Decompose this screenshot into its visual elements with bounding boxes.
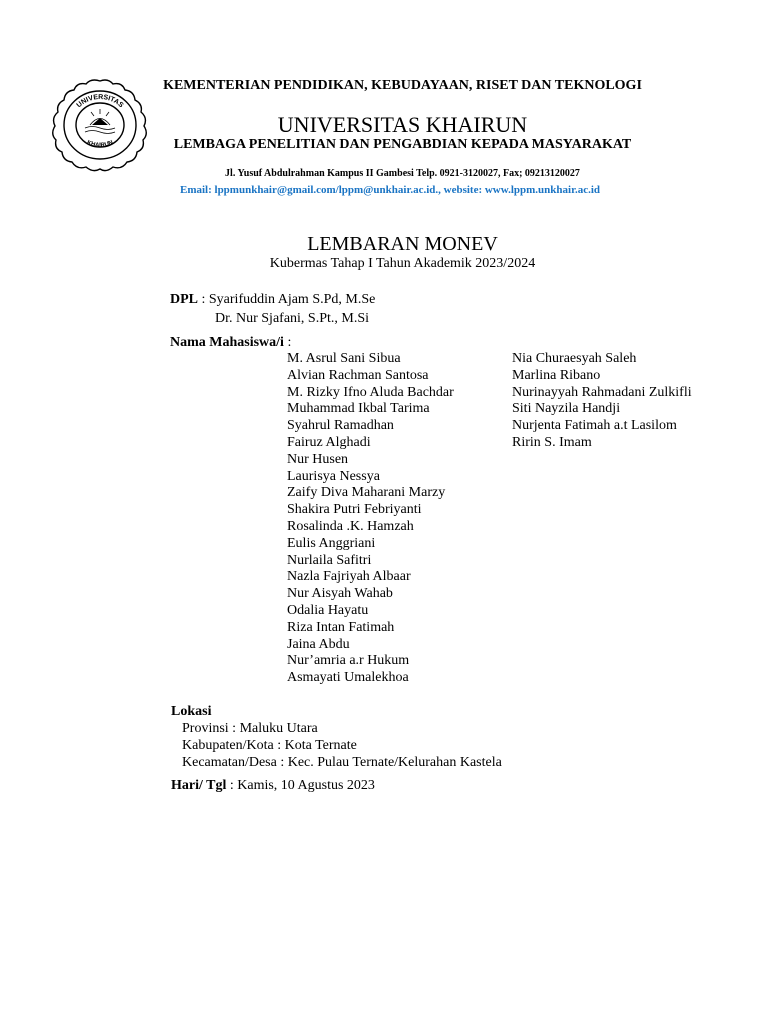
date-label: Hari/ Tgl — [171, 778, 227, 793]
dpl-separator: : — [198, 292, 209, 307]
student-name: Alvian Rachman Santosa — [287, 367, 429, 383]
dpl-row — [170, 292, 375, 309]
dpl-label: DPL — [170, 292, 198, 307]
student-name: Jaina Abdu — [287, 636, 350, 652]
student-name: Riza Intan Fatimah — [287, 619, 395, 635]
ministry-name: KEMENTERIAN PENDIDIKAN, KEBUDAYAAN, RISET DAN TEKNOLOGI — [163, 78, 642, 93]
dpl-name-1: Syarifuddin Ajam S.Pd, M.Se — [208, 292, 376, 307]
dpl-name-2: Dr. Nur Sjafani, S.Pt., M.Si — [215, 311, 370, 326]
university-seal-icon — [50, 78, 150, 172]
student-name: Siti Nayzila Handji — [512, 401, 621, 417]
svg-text:UNIVERSITAS: UNIVERSITAS — [75, 93, 125, 110]
lokasi-kabupaten: Kabupaten/Kota : Kota Ternate — [182, 738, 357, 753]
student-name: Laurisya Nessya — [287, 468, 380, 484]
students-column-2 — [512, 351, 692, 452]
student-name: Marlina Ribano — [512, 367, 601, 383]
document-subtitle: Kubermas Tahap I Tahun Akademik 2023/2024 — [269, 256, 536, 271]
student-name: Nur Aisyah Wahab — [287, 586, 393, 602]
student-name: Nurlaila Safitri — [287, 552, 372, 568]
date-value: Kamis, 10 Agustus 2023 — [237, 778, 375, 793]
lokasi-label: Lokasi — [171, 704, 212, 719]
student-name: Asmayati Umalekhoa — [287, 670, 409, 686]
students-separator: : — [283, 335, 292, 350]
date-row — [171, 778, 375, 795]
student-name: Nurinayyah Rahmadani Zulkifli — [512, 384, 692, 400]
student-name: Nur Husen — [287, 451, 349, 467]
student-name: Eulis Anggriani — [287, 535, 376, 551]
student-name: Nazla Fajriyah Albaar — [287, 569, 411, 585]
students-column-1 — [287, 351, 454, 687]
svg-text:KHAIRUN: KHAIRUN — [85, 139, 115, 149]
student-name: Ririn S. Imam — [512, 434, 592, 450]
students-label: Nama Mahasiswa/i — [170, 335, 284, 350]
student-name: Rosalinda .K. Hamzah — [287, 518, 414, 534]
student-name: Odalia Hayatu — [287, 602, 369, 618]
student-name: Nur’amria a.r Hukum — [287, 653, 410, 669]
university-name: UNIVERSITAS KHAIRUN — [277, 112, 528, 137]
student-name: Syahrul Ramadhan — [287, 418, 394, 434]
lokasi-provinsi: Provinsi : Maluku Utara — [182, 721, 318, 736]
student-name: Nurjenta Fatimah a.t Lasilom — [512, 418, 677, 434]
institute-address: Jl. Yusuf Abdulrahman Kampus II Gambesi Telp. 0921-3120027, Fax; 09213120027 — [225, 168, 580, 179]
student-name: M. Asrul Sani Sibua — [287, 351, 401, 366]
document-title: LEMBARAN MONEV — [307, 233, 498, 255]
student-name: M. Rizky Ifno Aluda Bachdar — [287, 384, 454, 400]
student-name: Zaify Diva Maharani Marzy — [287, 485, 446, 501]
students-label-row — [170, 335, 291, 352]
university-logo — [50, 78, 150, 172]
student-name: Nia Churaesyah Saleh — [512, 351, 637, 366]
lokasi-kecamatan: Kecamatan/Desa : Kec. Pulau Ternate/Kelurahan Kastela — [182, 755, 502, 770]
student-name: Fairuz Alghadi — [287, 434, 371, 450]
institute-name: LEMBAGA PENELITIAN DAN PENGABDIAN KEPADA MASYARAKAT — [173, 137, 632, 152]
student-name: Muhammad Ikbal Tarima — [287, 401, 430, 417]
student-name: Shakira Putri Febriyanti — [287, 502, 422, 518]
date-separator: : — [226, 778, 238, 793]
contact-email-website: Email: lppmunkhair@gmail.com/lppm@unkhair.ac.id., website: www.lppm.unkhair.ac.id — [179, 184, 600, 196]
